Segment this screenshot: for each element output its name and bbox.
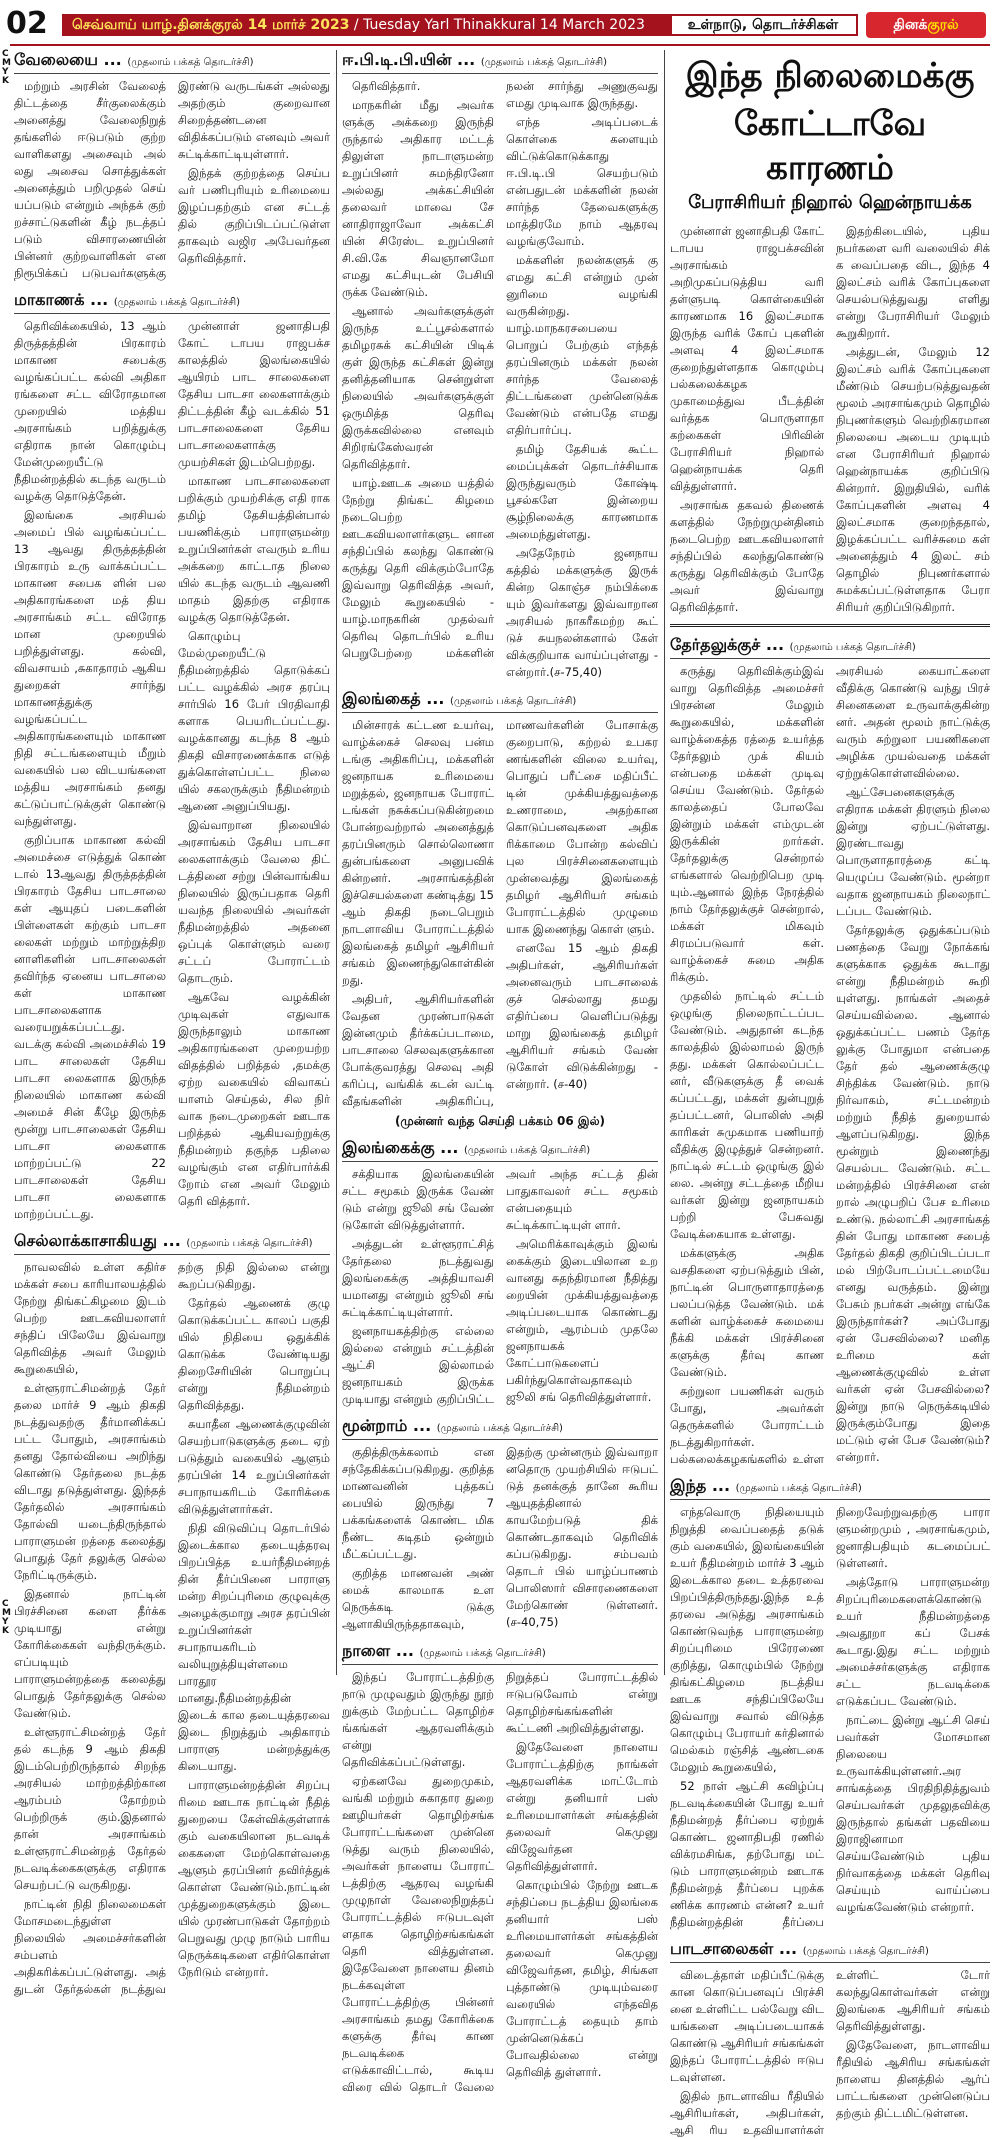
article-paragraph: தெரிவிக்கையில், 13 ஆம் திருத்தத்தின் பிரகாரம் மாகாண சபைக்கு வழங்கப்பட்ட கல்வி அதிகா ரங்களை சட்ட விரோதமான முறையில் மத்திய அரசாங்கம் பறித்துக்கு எதிராக நான் கொழும்பு மேன்முறையீட்டு நீதிமன்றத்தில் கடந்த வருடம் வழக்கு தொடுத்தேன். — [14, 319, 166, 503]
column-divider — [336, 50, 337, 1675]
article-paragraph: தெரிவித்தார். — [352, 79, 421, 93]
column-3 — [670, 50, 990, 2137]
article-paragraph: ஜனநாயகத்திற்கு எல்லை இல்லை என்றும் சட்டத்தின் ஆட்சி இல்லாமல் ஜனநாயகம் இருக்க முடியாது என்றும் குறிப்பிட்ட அவர் அந்த சட்டத் தின் பாதுகாவலர் சட்ட சமூகம் என்பதையும் சுட்டிக்காட்டியுள் ளார். — [342, 1167, 658, 1406]
article-title: வேலையை ... — [14, 50, 122, 69]
article-paragraph: இதற்கிடையில், புதிய நபர்களை வரி வலையில் சிக் க வைப்பதை விட, இந்த 4 இலட்சம் வரிக் கோப்புகளை செயல்படுத்துவது எளிது என்று பேராசிரியர் மேலும் கூறுகிறார். — [836, 224, 990, 340]
lead-headline-line2: கோட்டாவே காரணம் — [733, 104, 927, 188]
article-title: தேர்தலுக்குச் ... — [670, 635, 785, 654]
article-paragraph: பாராளுமன்றத்தின் சிறப்பு ரிமை ஊடாக நாட்டின் நீதித் துறையை கேள்விக்குள்ளாக் கும் வகையிலான நடவடிக் கைகளை மேற்கொள்வதை ஆளும் தரப்பினர் தவிர்த்துக் கொள்ள வேண்டும்.நாட்டின் முத்துறைகளுக்கும் இடை யில் முரண்பாடுகள் தோற்றம் பெறுவது முழு நாடும் பாரிய நெருக்கடிகளை எதிர்கொள்ள நேரிடும் என்றார். — [178, 1778, 330, 1979]
article-body — [670, 1504, 990, 1931]
article-paragraph: எந்த அடிப்படைக் கொள்கை களையும் விட்டுக்கொடுக்காது ஈ.பி.டி.பி செயற்படும் என்பதுடன் மக்களின் நலன் சார்ந்த தேவைகளுக்கு மாத்திரமே நாம் ஆதரவு வழங்குவோம். — [506, 115, 658, 248]
article-paragraph: சக்தியாக இலங்கையின் சட்ட சமூகம் இருக்க வேண் டும் என்று ஜூலி சங் வேண் டுகோள் விடுத்துள்ளார். — [342, 1167, 494, 1232]
newspaper-logo — [866, 12, 986, 38]
article-paragraph: அரசாங்க தகவல் திணைக் களத்தில் நேற்றுமுன்தினம் நடைபெற்ற ஊடகவியலாளர் சந்திப்பில் கலந்துகொண்டு கருத்து தெரிவிக்கும் போதே அவர் இவ்வாறு தெரிவித்தார். — [670, 498, 824, 614]
article-paragraph: மக்களின் நலன்களுக் கு எமது கட்சி என்றும் முன் னுரிமை வழங்கி வருகின்றது. யாழ்.மாநகரசபையை பொறுப் பேற்கும் எந்தத் தரப்பினரும் மக்கள் நலன் சார்ந்த வேலைத் திட்டங்களை முன்னெடுக்க வேண்டும் என்பதே எமது எதிர்பார்ப்பு. — [506, 253, 658, 437]
article-paragraph: நாவலவில் உள்ள கதிர்ச மக்கள் சபை காரியாலயத்தில் நேற்று திங்கட்கிழமை இடம் பெற்ற ஊடகவியலாளர் சந்திப் பிலேயே இவ்வாறு தெரிவித்த அவர் மேலும் கூறுகையில், — [14, 1260, 166, 1376]
article-paragraph: இலங்கை அரசியல் அமைப் பில் வழங்கப்பட்ட 13 ஆவது திருத்தத்தின் பிரகாரம் உரு வாக்கப்பட்ட மாகாண சபைக ளின் பல அதிகாரங்களை மத் திய அரசாங்கம் சட்ட விரோத மான முறையில் பறித்துள்ளது. கல்வி, விவசாயம் ,சுகாதாரம் ஆகிய துறைகள் சார்ந்து மாகாணத்துக்கு வழங்கப்பட்ட அதிகாரங்களையும் மாகாண நிதி சட்டங்களையும் மீறும் வகையில் பல விடயங்களை மத்திய அரசாங்கம் தனது கட்டுப்பாட்டுக்குள் கொண்டு வந்துள்ளது. — [14, 508, 166, 828]
page-number: 02 — [6, 6, 48, 41]
article — [670, 1939, 990, 2139]
section-label: உள்நாடு, தொடர்ச்சிகள் — [668, 14, 858, 36]
article-paragraph: எந்தவொரு நிதியையும் நிறுத்தி வைப்பதைத் தடுக் கும் வகையில், இலங்கையின் உயர் நீதிமன்றம் மார்ச் 3 ஆம் இடைக்கால தடை உத்தரவை பிறப்பித்திருந்தது.இந்த உத் தரவை அடுத்து அரசாங்கம் கொண்டுவந்த பாராளுமன்ற சிறப்புரிமை பிரேரணை குறித்து, கொழும்பில் நேற்று திங்கட்கிழமை நடத்திய ஊடக சந்திப்பிலேயே இவ்வாறு சவால் விடுத்த கொழும்பு பேராயர் கர்தினால் மெல்கம் ரஞ்சித் ஆண்டகை மேலும் கூறுகையில், — [670, 1505, 824, 1774]
article-heading — [342, 50, 658, 74]
header-rule — [10, 44, 990, 46]
article-paragraph: யாழ்.ஊடக அமை யத்தில் நேற்று திங்கட் கிழமை நடைபெற்ற ஊடகவியலாளர்களுட னான சந்திப்பில் கலந்து கொண்டு கருத்து தெரி விக்கும்போதே இவ்வாறு தெரிவித்த அவர், மேலும் கூறுகையில் - யாழ்.மாநகரின் முதல்வர் தெரிவு தொடர்பில் உரிய பெறுபேற்றை மக்களின் நலன் சார்ந்து அணுகுவது எமது முடிவாக இருந்தது. — [342, 79, 658, 660]
article — [342, 1138, 658, 1408]
article — [342, 689, 658, 1130]
article-title: இந்த ... — [670, 1476, 731, 1495]
article-paragraph: நாட்டை இன்று ஆட்சி செய் பவர்கள் மோசமான நிலையை உருவாக்கியுள்ளனர்.அர சாங்கத்தை பிரதிநிதித்துவம் செய்பவர்கள் முதலுதவிக்கு இருந்தால் தங்கள் பதவியை இராஜினாமா செய்யவேண்டும் புதிய நிர்வாகத்தை மக்கள் தெரிவு செய்யும் வாய்ப்பை வழங்கவேண்டும் என்றார். — [836, 1713, 990, 1914]
cmyk-y: Y — [2, 67, 9, 77]
lead-headline-line1: இந்த நிலைமைக்கு — [685, 56, 975, 96]
article-paragraph: ஆட்சேபனைகளுக்கு எதிராக மக்கள் திரளும் நிலை இன்று ஏற்பட்டுள்ளது. இரண்டாவது பொருளாதாரத்தை கட்டி யெழுப்ப வேண்டும். மூன்றா வதாக ஜனநாயகம் நிலைநாட் டப்பட வேண்டும். — [836, 785, 990, 918]
article-heading — [670, 1939, 990, 1963]
article-paragraph: சுயாதீன ஆணைக்குழுவின் செயற்பாடுகளுக்கு தடை ஏற் படுத்தும் வகையில் ஆளும் தரப்பின் 14 உறுப்பினர்கள் சபாநாயகரிடம் கோரிக்கை விடுத்துள்ளார்கள். — [178, 1417, 330, 1516]
article-heading — [342, 1416, 658, 1440]
continuation-label: (முதலாம் பக்கத் தொடர்ச்சி) — [186, 1238, 313, 1249]
article-heading — [14, 1231, 330, 1255]
article-body — [670, 663, 990, 1468]
article-heading — [670, 1476, 990, 1500]
article-paragraph: 52 நாள் ஆட்சி கவிழ்ப்பு நடவடிக்கையின் போது உயர் நீதிமன்றத் தீர்ப்பை ஏற்றுக் கொண்ட ஜனாதிபதி ரணில் விக்ரமசிங்க, தற்போது மட் டும் பாராளுமன்றம் ஊடாக நீதிமன்றத் தீர்ப்பை புறக்க ணிக்க காரணம் என்ன? உயர் நீதிமன்றத்தின் தீர்ப்பை நிறைவேற்றுவதற்கு பாரா ளுமன்றமும் , அரசாங்கமும், ஜனாதிபதியும் கடமைப்பட் டுள்ளனர். — [670, 1505, 990, 1929]
article-paragraph: நாட்டின் நிதி நிலைமைகள் மோசமடைந்துள்ள நிலையில் அமைச்சர்களின் சம்பளம் அதிகரிக்கப்பட்டுள்ளது. அத் துடன் தேர்தல்கள் நடத்துவ தற்கு நிதி இல்லை என்று கூறப்படுகிறது. — [14, 1260, 330, 1996]
article — [14, 50, 330, 282]
article-paragraph: மக்களுக்கு அதிக வசதிகளை ஏற்படுத்தும் பின், நாட்டின் பொருளாதாரத்தை பலப்படுத்த வேண்டும். மக் களின் வாழ்க்கைச் சுமையை நீக்கி மக்கள் பிரச்சினை களுக்கு தீர்வு காண வேண்டும். — [670, 1246, 824, 1379]
article-paragraph: அதேநேரம் ஜனநாய கத்தில் மக்களுக்கு இருக் கின்ற கொஞ்ச நம்பிக்கை யும் இவர்களது இவ்வாறான அரசியல் நாகரீகமற்ற கூட் டுச் சுயநலன்களால் கேள் விக்குறியாக வாய்ப்புள்ளது - என்றார்.(ச-75,40) — [506, 546, 658, 679]
continuation-label: (முதலாம் பக்கத் தொடர்ச்சி) — [463, 1145, 591, 1156]
article-paragraph: ஏற்கனவே துறைமுகம், வங்கி மற்றும் சுகாதார துறை ஊழியர்கள் தொழிற்சங்க போராட்டங்களை முன்னெ டுத்து வரும் நிலையில், அவர்கள் நாளைய போராட் டத்திற்கு ஆதரவு வழங்கி முழுநாள் வேலைநிறுத்தப் போராட்டத்தில் ஈடுபடவுள் ளதாக தொழிற்சங்கங்கள் தெரி வித்துள்ளன. இதேவேளை நாளைய தினம் நடக்கவுள்ள போராட்டத்திற்கு பின்னர் அரசாங்கம் தமது கோரிக்கை களுக்கு தீர்வு காண நடவடிக்கை எடுக்காவிட்டால், கூடிய விரை வில் தொடர் வேலை நிறுத்தப் போராட்டத்தில் ஈடுபடுவோம் என்று தொழிற்சங்கங்களின் கூட்டணி அறிவித்துள்ளது. — [342, 1670, 658, 2094]
logo-suffix: குரல் — [927, 17, 959, 33]
continuation-label: (முதலாம் பக்கத் தொடர்ச்சி) — [419, 1648, 546, 1659]
article-paragraph: நிதி விடுவிப்பு தொடர்பில் இடைக்கால தடையுத்தரவு பிறப்பித்த உயர்நீதிமன்றத் தின் தீர்ப்பினை பாராளு மன்ற சிறப்புரிமை குழுவுக்கு அழைக்குமாறு அரச தரப்பின் உறுப்பினர்கள் சபாநாயகரிடம் வலியுறுத்தியுள்ளமை பாரதூர மானது.நீதிமன்றத்தின் இடைக் கால தடையுத்தரவை இடை நிறுத்தும் அதிகாரம் பாராளு மன்றத்துக்கு கிடையாது. — [178, 1521, 330, 1773]
article-paragraph: மாகாண பாடசாலைகளை பறிக்கும் முயற்சிக்கு எதி ராக தமிழ் தேசியத்தின்பால் பயணிக்கும் பாராளுமன்ற உறுப்பினர்கள் எவரும் உரிய அக்கறை காட்டாத நிலை யில் கடந்த வருடம் ஆவணி மாதம் இதற்கு எதிராக வழக்கு தொடுத்தேன். — [178, 474, 330, 624]
column-divider — [664, 50, 665, 1675]
article-paragraph: இதில் நாடளாவிய ரீதியில் ஆசிரியர்கள், அதிபர்கள், ஆசி ரிய உதவியாளர்கள் உள்ளிட் டோர் கலந்துகொள்வர்கள் என்று இலங்கை ஆசிரியர் சங்கம் தெரிவித்துள்ளது. — [670, 1968, 990, 2137]
article-body — [14, 1259, 330, 1998]
article-paragraph: இதேவேளை, நாடளாவிய ரீதியில் ஆசிரிய சங்கங்கள் நாளைய தினத்தில் ஆர்ப் பாட்டங்களை முன்னெடுப்ப தற்கும் திட்டமிட்டுள்ளன. — [836, 2038, 990, 2120]
article-paragraph: அத்துடன், மேலும் 12 இலட்சம் வரிக் கோப்புகளை மீண்டும் செயற்படுத்துவதன் மூலம் அரசாங்கமும் தொழில் நிபுணர்களும் வெற்றிகரமான நிலையை அடைய முடியும் என பேராசிரியர் நிஹால் ஹென்நாயக்க குறிப்பிடு கின்றார். இறுதியில், வரிக் கோப்புகளின் அளவு 4 இலட்சமாக குறைந்ததால், இழக்கப்பட்ட வரிச்சுமை கள் அனைத்தும் 4 இலட் சம் தொழில் நிபுணர்களால் சுமக்கப்பட்டுள்ளதாக பேரா சிரியர் குறிப்பிடுகிறார். — [836, 345, 990, 614]
article-paragraph: அத்துடன் உள்ளூராட்சித் தேர்தலை நடத்துவது இலங்கைக்கு அத்தியாவசி யமானது என்றும் ஜூலி சங் சுட்டிக்காட்டியுள்ளார். — [342, 1237, 494, 1319]
continued-note: (முன்னர் வந்த செய்தி பக்கம் 06 இல்) — [394, 1114, 606, 1128]
article-title: செல்லாக்காசாகியது ... — [14, 1231, 181, 1250]
article-paragraph: ஆகவே வழக்கின் முடிவுகள் எதுவாக இருந்தாலும் மாகாண அதிகாரங்களை முறையற்ற விதத்தில் பறித்தல் ,தமக்கு ஏற்ற வகையில் விவாகப் யாளம் செய்தல், சில நிர் வாக நடைமுறைகள் ஊடாக பறித்தல் ஆகியவற்றுக்கு நீதிமன்றம் தகுந்த பதிலை வழங்கும் என எதிர்பார்க்கி றோம் என அவர் மேலும் தெரி வித்தார். — [178, 990, 330, 1208]
cmyk-m: M — [2, 58, 11, 68]
date-tamil: செவ்வாய் யாழ்.தினக்குரல் 14 மார்ச் 2023 — [72, 17, 350, 33]
lead-byline: பேராசிரியர் நிஹால் ஹென்நாயக்க — [688, 192, 972, 213]
article-paragraph: தேர்தல் ஆணைக் குழு கொடுக்கப்பட்ட காலப் பகுதி யில் நிதியை ஒதுக்கிக் கொடுக்க வேண்டியது திறைசேரியின் பொறுப்பு என்று நீதிமன்றம் தெரிவித்தது. — [178, 1296, 330, 1412]
column-2 — [342, 50, 658, 2094]
page-header — [0, 0, 1000, 50]
article-title: இலங்கைக்கு ... — [342, 1138, 459, 1157]
article-paragraph: குதித்திருக்கலாம் என சந்தேகிக்கப்படுகிறது. குறித்த மாணவனின் புத்தகப் பையில் இருந்து 7 பக்கங்களைக் கொண்ட மிக நீண்ட கடிதம் ஒன்றும் மீட்கப்பட்டது. — [342, 1445, 494, 1561]
article-title: ஈ.பி.டி.பி.யின் ... — [342, 50, 476, 69]
cmyk-k: K — [2, 76, 9, 86]
article-heading — [14, 50, 330, 74]
cmyk-m: M — [2, 1608, 11, 1618]
continuation-label: (முதலாம் பக்கத் தொடர்ச்சி) — [802, 1946, 929, 1957]
continuation-label: (முதலாம் பக்கத் தொடர்ச்சி) — [735, 1483, 862, 1494]
date-english: / Tuesday Yarl Thinakkural 14 March 2023 — [349, 17, 645, 33]
article-paragraph: மற்றும் அரசின் வேலைத் திட்டத்தை சீர்குலைக்கும் அனைத்து வேலைநிறுத் தங்களில் ஈடுபடும் குற்ற வாளிகளது அசைவும் அல் லது அசைவ சொத்துக்கள் அனைத்தும் பறிமுதல் செய் யப்படும் என்றும் அந்தக் குற் றச்சாட்டுகளின் கீழ் நடத்தப் படும் விசாரணையின் பின்னர் குற்றவாளிகள் என நிரூபிக்கப் படுபவர்களுக்கு இரண்டு வருடங்கள் அல்லது அதற்கும் குறைவான சிறைத்தண்டனை விதிக்கப்படும் எனவும் அவர் சுட்டிக்காட்டியுள்ளார். — [14, 79, 330, 280]
article-paragraph: மாநகரின் மீது அவர்க ளுக்கு அக்கறை இருந்தி ருந்தால் அதிகார மட்டத் திலுள்ள நாடாளுமன்ற உறுப்பினர் சுமந்திரனோ அல்லது அக்கட்சியின் தலைவர் மாவை சே னாதிராஜாவோ அக்கட்சி யின் சிரேஸ்ட உறுப்பினர் சி.வி.கே சிவஞானமோ எமது கட்சியுடன் பேசியி ருக்க வேண்டும். — [342, 98, 494, 299]
cmyk-c: C — [2, 1599, 9, 1609]
cmyk-y: Y — [2, 1617, 9, 1627]
article-title: மூன்றாம் ... — [342, 1416, 432, 1435]
article-paragraph: இவ்வாறான நிலையில் அரசாங்கம் தேசிய பாடசா லைகளாக்கும் வேலை திட் டத்தினை சற்று பின்வாங்கிய நிலையில் இருப்பதாக தெரி யவந்த நிலையில் அவர்கள் நீதிமன்றத்தில் அதனை ஒப்புக் கொள்ளும் வரை சட்டப் போராட்டம் தொடரும். — [178, 818, 330, 985]
article-paragraph: முன்னாள் ஜனாதிபதி கோட் டாபய ராஜபக்சவின் அரசாங்கம் அறிமுகப்படுத்திய வரி தள்ளுபடி கொள்கையின் காரணமாக 16 இலட்சமாக இருந்த வரிக் கோப் புகளின் அளவு 4 இலட்சமாக குறைந்துள்ளதாக கொழும்பு பல்கலைக்கழக முகாமைத்துவ பீடத்தின் வர்த்தக பொருளாதா கற்கைகள் பிரிவின் பேராசிரியர் நிஹால் ஹென்நாயக்க தெரி வித்துள்ளார். — [670, 224, 824, 493]
article-body — [14, 78, 330, 282]
article-paragraph: தேர்தலுக்கு ஒதுக்கப்படும் பணத்தை வேறு நோக்கங் களுக்காக ஒதுக்க கூடாது என்று நீதிமன்றம் கூறி யுள்ளது. நாங்கள் அதைச் செய்யவில்லை. ஆனால் ஒதுக்கப்பட்ட பணம் தேர்த லுக்கு போதுமா என்பதை தேர் தல் ஆணைக்குழு சிந்திக்க வேண்டும். நாடு நிர்வாகம், சட்டமன்றம் மற்றும் நீதித் துறையால் ஆளப்படுகிறது. இந்த மூன்றும் இணைந்து செயல்பட வேண்டும். சட்ட மன்றத்தில் பிரச்சினை என் றால் அழுபறிப் பேச உரிமை உண்டு. நல்லாட்சி அரசாங்கத் தின் போது மாகாண சபைத் தேர்தல் திகதி குறிப்பிடப்படா மல் பிற்போடப்பட்டமையே எனது வருத்தம். இன்று பேசும் நபர்கள் அன்று எங்கே இருந்தார்கள்? அப்போது ஏன் பேசவில்லை? மனித உரிமை கள் ஆணைக்குழுவில் உள்ள வர்கள் ஏன் பேசவில்லை? இன்று நாடு நெருக்கடியில் இருக்கும்போது இதை மட்டும் ஏன் பேச வேண்டும்? என்றார். — [836, 923, 990, 1464]
article-paragraph: அத்தோடு பாராளுமன்ற சிறப்புரிமைகளைக்கொண்டு உயர் நீதிமன்றத்தை அவதூறா கப் பேசக் கூடாது.இது சட்ட மற்றும் அமைச்சர்களுக்கு எதிராக சட்ட நடவடிக்கை எடுக்கப்பட வேண்டும். — [836, 1575, 990, 1708]
article-paragraph: இதனால் நாட்டின் பிரச்சினை களை தீர்க்க முடியாது என்று கோரிக்கைகள் வந்திருக்கும். எப்படியும் பாராளுமன்றத்தை கலைத்து பொதுத் தேர்தலுக்கு செல்ல வேண்டும். — [14, 1587, 166, 1720]
article-paragraph: கொழும்பில் நேற்று ஊடக சந்திப்பை நடத்திய இலங்கை தனியார் பஸ் உரிமையாளர்கள் சங்கத்தின் தலைவர் கெமுனு விஜேவர்தன, தமிழ், சிங்கள புத்தாண்டு முடியும்வரை வரையில் எந்தவித போராட்டத் தையும் தாம் முன்னெடுக்கப் போவதில்லை என்று தெரிவித் துள்ளார். — [506, 1878, 658, 2079]
article-heading — [342, 1138, 658, 1162]
continuation-label: (முதலாம் பக்கத் தொடர்ச்சி) — [436, 1423, 563, 1434]
article-title: இலங்கைத் ... — [342, 689, 445, 708]
cmyk-marks-bottom — [2, 1600, 10, 1636]
lead-article — [670, 54, 990, 627]
article-paragraph: முதலில் நாட்டில் சட்டம் ஒழுங்கு நிலைநாட்டப்பட வேண்டும். அதுதான் கடந்த காலத்தில் இல்லாமல் இருந் தது. மக்கள் கொல்லப்பட்ட னர், வீடுகளுக்கு தீ வைக் கப்பட்டது, மக்கள் துன்புறுத் தப்பட்டனர், பொலிஸ் அதி காரிகள் சுமுகமாக பணியாற் வீதிக்கு இழுத்துச் சென்றனர். நாட்டில் சட்டம் ஒழுங்கு இல் லை. அன்று சட்டத்தை மீறிய வர்கள் இன்று ஜனநாயகம் பற்றி பேசுவது வேடிக்கையாக உள்ளது. — [670, 989, 824, 1241]
continuation-label: (முதலாம் பக்கத் தொடர்ச்சி) — [450, 696, 577, 707]
article-body — [14, 318, 330, 1223]
date-banner — [62, 14, 672, 36]
article-paragraph: தமிழ் தேசியக் கூட்ட மைப்புக்கள் தொடர்ச்சியாக இருந்துவரும் கோஷ்டி பூசல்களே இன்றைய சூழ்நிலைக்கு காரணமாக அமைந்துள்ளது. — [506, 442, 658, 541]
article-paragraph: குறிப்பாக மாகாண கல்வி அமைச்சை எடுத்துக் கொண் டால் 13ஆவது திருத்தத்தின் பிரகாரம் தேசிய பாடசாலை கள் ஆயுதப் படைகளின் பிள்ளைகள் கற்கும் பாடசா லைகள் மற்றும் மாற்றுத்திற னாளிகளின் பாடசாலைகள் தவிர்ந்த ஏனைய பாடசாலை கள் மாகாண பாடசாலைகளாக வரையறுக்கப்பட்டது. வடக்கு கல்வி அமைச்சில் 19 பாட சாலைகள் தேசிய பாடசா லைகளாக இருந்த நிலையில் மாகாண கல்வி அமைச் சின் கீழே இருந்த மூன்று பாடசாலைகள் தேசிய பாடசா லைகளாக மாற்றப்பட்டு 22 பாடசாலைகள் தேசிய பாடசா லைகளாக மாற்றப்பட்டது. — [14, 833, 166, 1221]
article-heading — [670, 635, 990, 659]
article — [670, 635, 990, 1468]
article-body — [670, 1967, 990, 2139]
article-heading — [14, 290, 330, 314]
cmyk-c: C — [2, 49, 9, 59]
article-paragraph: முன்னாள் ஜனாதிபதி கோட் டாபய ராஜபக்ச காலத்தில் இலங்கையில் ஆயிரம் பாட சாலைகளை தேசிய பாடசா லைகளாக்கும் திட்டத்தின் கீழ் வடக்கில் 51 பாடசாலைகளை தேசிய பாடசாலைகளாக்கு முயற்சிகள் இடம்பெற்றது. — [178, 319, 330, 469]
cmyk-k: K — [2, 1626, 9, 1636]
article-body — [342, 1166, 658, 1408]
article — [342, 1416, 658, 1633]
lead-body — [670, 223, 990, 618]
article-paragraph: உள்ளூராட்சிமன்றத் தேர் தலை மார்ச் 9 ஆம் திகதி நடத்துவதற்கு தீர்மானிக்கப் பட்ட போதும், அரசாங்கம் தனது தோல்வியை அறிந்து கொண்டு தேர்தலை நடத்த விடாது தடுத்துள்ளது. இந்தத் தேர்தலில் அரசாங்கம் தோல்வி யடைந்திருந்தால் பாராளுமன் றத்தை கலைத்து பொதுத் தேர் தலுக்கு செல்ல நேரிட்டிருக்கும். — [14, 1381, 166, 1582]
continuation-label: (முதலாம் பக்கத் தொடர்ச்சி) — [789, 642, 916, 653]
article-paragraph: எனவே 15 ஆம் திகதி அதிபர்கள், ஆசிரியர்கள் அனைவரும் பாடசாலைக் குச் செல்லாது தமது எதிர்ப்பை வெளிப்படுத்து மாறு இலங்கைத் தமிழர் ஆசிரியர் சங்கம் வேண் டுகோள் விடுக்கின்றது - என்றார். (ச-40) — [506, 941, 658, 1091]
article-paragraph: மின்சாரக் கட்டண உயர்வு, வாழ்க்கைச் செலவு பன்ம டங்கு அதிகரிப்பு, மக்களின் ஜனநாயக உரிமையை மறுத்தல், ஜனநாயக போராட் டங்கள் நசுக்கப்படுகின்றமை போன்றவற்றால் அனைத்துத் தரப்பினரும் சொல்லொணா துன்பங்களை அனுபவிக் கின்றனர். அரசாங்கத்தின் இச்செயல்களை கண்டித்து 15 ஆம் திகதி நடைபெறும் நாடளாவிய போராட்டத்தில் இலங்கைத் தமிழர் ஆசிரியர் சங்கம் இணைந்துகொள்கின் றது. — [342, 718, 494, 987]
article — [342, 50, 658, 681]
article-paragraph: இந்தக் குற்றத்தை செய்ப வர் பணிபுரியும் உரிமையை இழப்பதற்கும் என சட்டத் தில் குறிப்பிடப்பட்டுள்ள தாகவும் வஜிர அபேவர்தன தெரிவித்தார். — [178, 166, 330, 265]
cmyk-marks-top — [2, 50, 10, 86]
continuation-label: (முதலாம் பக்கத் தொடர்ச்சி) — [113, 297, 240, 308]
article-heading — [342, 689, 658, 713]
article-paragraph: இந்தப் போராட்டத்திற்கு நாடு முழுவதும் இருந்து நூற் றுக்கும் மேற்பட்ட தொழிற்ச ங்கங்கள் ஆதரவளிக்கும் என்று தெரிவிக்கப்பட்டுள்ளது. — [342, 1670, 494, 1769]
article — [14, 1231, 330, 1998]
article-body — [342, 1444, 658, 1633]
article-paragraph: விடைத்தாள் மதிப்பீட்டுக்கு கான கொடுப்பனவுப் பிரச்சி னை உள்ளிட்ட பல்வேறு விட யங்களை அடிப்படையாகக் கொண்டு ஆசிரியர் சங்கங்கள் இந்தப் போராட்டத்தில் ஈடுப டவுள்ளன. — [670, 1968, 824, 2084]
article-paragraph: ஆனால் அவர்களுக்குள் இருந்த உட்பூசல்களால் தமிழரசுக் கட்சியின் பிடிக் குள் இருந்த கட்சிகள் இன்று தனித்தனியாக சென்றுள்ள நிலையில் அவர்களுக்குள் ஒருமித்த தெரிவு இருக்கவில்லை எனவும் சிறிரங்கேஸ்வரன் தெரிவித்தார். — [342, 304, 494, 471]
article — [670, 1476, 990, 1931]
article-paragraph: இதேவேளை நாளைய போராட்டத்திற்கு நாங்கள் ஆதரவளிக்க மாட்டோம் என்று தனியார் பஸ் உரிமையாளர்கள் சங்கத்தின் தலைவர் கெமுனு விஜேவர்தன தெரிவித்துள்ளார். — [506, 1740, 658, 1873]
article — [14, 290, 330, 1223]
continuation-label: (முதலாம் பக்கத் தொடர்ச்சி) — [480, 57, 608, 68]
article-title: நாளை ... — [342, 1641, 415, 1660]
article-paragraph: அதிபர், ஆசிரியர்களின் வேதன முரண்பாடுகள் இன்னமும் தீர்க்கப்படாமை, பாடசாலை செலவுகளுக்கான போக்குவரத்து செலவு அதி கரிப்பு, வங்கிக் கடன் வட்டி வீதங்களின் அதிகரிப்பு, மாணவர்களின் போசாக்கு குறைபாடு, கற்றல் உபகர ணங்களின் விலை உயர்வு, பொதுப் பரீட்சை மதிப்பீட் டின் முக்கியத்துவத்தை உணராமை, அதற்கான கொடுப்பனவுகளை அதிக ரிக்காமை போன்ற கல்விப் புல பிரச்சினைகளையும் முன்வைத்து இலங்கைத் தமிழர் ஆசிரியர் சங்கம் போராட்டத்தில் முழுமை யாக இணைந்து கொள் ளும். — [342, 718, 658, 1108]
article-title: மாகாணக் ... — [14, 290, 109, 309]
article-paragraph: கொழும்பு மேல்முறையீட்டு நீதிமன்றத்தில் தொடுக்கப் பட்ட வழக்கில் அரச தரப்பு சார்பில் 16 பேர் பிரதிவாதி களாக பெயரிடப்பட்டது. வழக்கானது கடந்த 8 ஆம் திகதி விசாரணைக்காக எடுத் துக்கொள்ளப்பட்ட நிலை யில் சகலருக்கும் நீதிமன்றம் ஆணை அனுப்பியது. — [178, 629, 330, 813]
article — [342, 1641, 658, 2096]
column-1 — [14, 50, 330, 1996]
article-paragraph: அமெரிக்காவுக்கும் இலங் கைக்கும் இடையிலான உற வானது சுதந்திரமான நீதித்து றையின் முக்கியத்துவத்தை அடிப்படையாக கொண்டது என்றும், ஆரம்பம் முதலே ஜனநாயகக் கோட்பாடுகளைப் பகிர்ந்துகொள்வதாகவும் ஜூலி சங் தெரிவித்துள்ளார். — [506, 1237, 658, 1404]
article-body — [342, 1669, 658, 2096]
continuation-label: (முதலாம் பக்கத் தொடர்ச்சி) — [127, 57, 254, 68]
article-body — [342, 717, 658, 1110]
article-body — [342, 78, 658, 681]
article-title: பாடசாலைகள் ... — [670, 1939, 798, 1958]
article-paragraph: உள்ளூராட்சிமன்றத் தேர் தல் கடந்த 9 ஆம் திகதி இடம்பெற்றிருந்தால் சிறந்த அரசியல் மாற்றத்திற்கான ஆரம்பம் தோற்றம் பெற்றிருக் கும்.இதனால் தான் அரசாங்கம் உள்ளூராட்சிமன்றத் தேர்தல் நடவடிக்கைகளுக்கு எதிராக செயற்பட்டு வருகிறது. — [14, 1725, 166, 1892]
article-paragraph: குறித்த மாணவன் அண் மைக் காலமாக உள நெருக்கடி டுக்கு ஆளாகியிருந்ததாகவும், இதற்கு முன்னரும் இவ்வாறா னதொரு முயற்சியில் ஈடுபட் டுத் தனக்குத் தானே கூரிய ஆயுதத்தினால் காயமேற்படுத் திக் கொண்டதாகவும் தெரிவிக் கப்படுகிறது. சம்பவம் தொடர் பில் யாழ்ப்பாணம் பொலிஸார் விசாரணைகளை மேற்கொண் டுள்ளனர்.(ச-40,75) — [342, 1445, 658, 1631]
article-heading — [342, 1641, 658, 1665]
article-paragraph: சுற்றுலா பயணிகள் வரும் போது, அவர்கள் தெருக்களில் போராட்டம் நடத்துகிறார்கள். பல்கலைக்கழகங்களில் உள்ள அரசியல் கையாட்களை வீதிக்கு கொண்டு வந்து பிரச் சினைகளை உருவாக்குகின்ற னர். அதன் மூலம் நாட்டுக்கு வரும் சுற்றுலா பயணிகளை அழிக்க முயல்வதை மக்கள் ஏற்றுக்கொள்ளவில்லை. — [670, 664, 990, 1466]
article-paragraph: கருத்து தெரிவிக்கும்இவ் வாறு தெரிவித்த அமைச்சர் பிரசன்ன மேலும் கூறுகையில், மக்களின் வாழ்க்கைத்த ரத்தை உயர்த்த தேர்தலும் முக் கியம் என்பதை மக்கள் முடிவு செய்ய வேண்டும். தேர்தல் காலத்தைப் போலவே இன்றும் மக்கள் எம்முடன் இருக்கின் றார்கள். தேர்தலுக்கு சென்றால் எங்களால் வெற்றிபெற முடி யும்.ஆனால் இந்த நேரத்தில் நாம் தேர்தலுக்குச் சென்றால், மக்கள் மிகவும் சிரமப்படுவார் கள். வாழ்க்கைச் சுமை அதிக ரிக்கும். — [670, 664, 824, 984]
logo-prefix: தினக் — [893, 17, 928, 33]
